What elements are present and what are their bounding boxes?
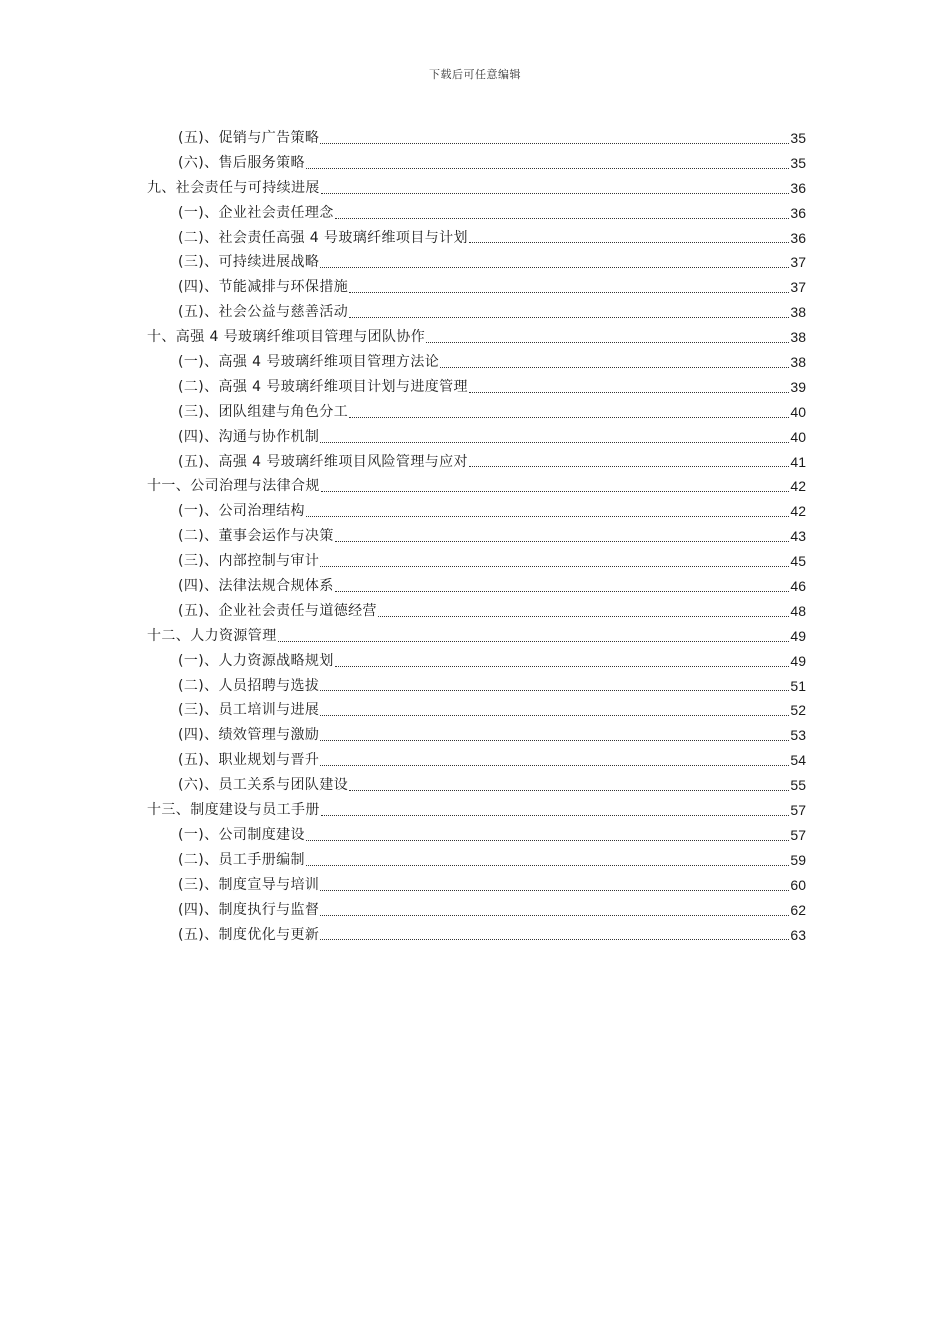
toc-dot-leader bbox=[378, 599, 789, 624]
toc-page-number: 54 bbox=[790, 752, 806, 769]
toc-page-number: 38 bbox=[790, 354, 806, 371]
toc-entry-title: (二)、董事会运作与决策 bbox=[178, 528, 334, 545]
toc-dot-leader bbox=[321, 176, 790, 201]
toc-dot-leader bbox=[306, 151, 789, 176]
toc-entry-title: (三)、团队组建与角色分工 bbox=[178, 403, 349, 420]
toc-page-number: 42 bbox=[790, 478, 806, 495]
toc-dot-leader bbox=[335, 574, 790, 599]
toc-section-entry[interactable] bbox=[147, 723, 806, 748]
toc-entry-title: 十一、公司治理与法律合规 bbox=[147, 478, 320, 495]
toc-section-entry[interactable] bbox=[147, 275, 806, 300]
header-note: 下载后可任意编辑 bbox=[429, 68, 521, 81]
toc-entry-title: (一)、公司治理结构 bbox=[178, 503, 305, 520]
toc-page-number: 43 bbox=[790, 528, 806, 545]
toc-entry-title: (四)、制度执行与监督 bbox=[178, 901, 320, 918]
toc-entry-title: (五)、制度优化与更新 bbox=[178, 926, 320, 943]
toc-entry-title: (五)、企业社会责任与道德经营 bbox=[178, 602, 377, 619]
toc-dot-leader bbox=[335, 524, 790, 549]
toc-section-entry[interactable] bbox=[147, 848, 806, 873]
toc-entry-title: (五)、职业规划与晋升 bbox=[178, 752, 320, 769]
toc-entry-title: (一)、高强 4 号玻璃纤维项目管理方法论 bbox=[178, 354, 440, 371]
toc-chapter-entry[interactable] bbox=[147, 325, 806, 350]
toc-dot-leader bbox=[440, 350, 789, 375]
toc-dot-leader bbox=[349, 275, 789, 300]
toc-dot-leader bbox=[278, 624, 790, 649]
toc-entry-title: (五)、促销与广告策略 bbox=[178, 130, 320, 146]
toc-entry-title: (二)、人员招聘与选拔 bbox=[178, 677, 320, 694]
toc-entry-title: (三)、可持续进展战略 bbox=[178, 254, 320, 271]
toc-entry-title: (二)、高强 4 号玻璃纤维项目计划与进度管理 bbox=[178, 378, 468, 395]
table-of-contents bbox=[147, 126, 806, 947]
toc-page-number: 35 bbox=[790, 130, 806, 146]
toc-dot-leader bbox=[335, 649, 790, 674]
toc-section-entry[interactable] bbox=[147, 151, 806, 176]
toc-chapter-entry[interactable] bbox=[147, 474, 806, 499]
toc-page-number: 38 bbox=[790, 304, 806, 321]
toc-entry-title: (四)、绩效管理与激励 bbox=[178, 727, 320, 744]
toc-entry-title: (五)、社会公益与慈善活动 bbox=[178, 304, 349, 321]
toc-dot-leader bbox=[320, 748, 789, 773]
toc-page-number: 48 bbox=[790, 602, 806, 619]
toc-chapter-entry[interactable] bbox=[147, 624, 806, 649]
toc-dot-leader bbox=[335, 201, 790, 226]
toc-entry-title: (二)、社会责任高强 4 号玻璃纤维项目与计划 bbox=[178, 229, 468, 246]
toc-section-entry[interactable] bbox=[147, 574, 806, 599]
toc-dot-leader bbox=[320, 898, 789, 923]
toc-dot-leader bbox=[320, 723, 789, 748]
toc-page-number: 55 bbox=[790, 777, 806, 794]
toc-section-entry[interactable] bbox=[147, 674, 806, 699]
toc-section-entry[interactable] bbox=[147, 226, 806, 251]
toc-entry-title: (一)、公司制度建设 bbox=[178, 826, 305, 843]
toc-entry-title: 十、高强 4 号玻璃纤维项目管理与团队协作 bbox=[147, 329, 426, 346]
toc-entry-title: (六)、售后服务策略 bbox=[178, 154, 305, 171]
toc-entry-title: (四)、节能减排与环保措施 bbox=[178, 279, 349, 296]
toc-page-number: 51 bbox=[790, 677, 806, 694]
toc-entry-title: (二)、员工手册编制 bbox=[178, 851, 305, 868]
toc-section-entry[interactable] bbox=[147, 649, 806, 674]
toc-section-entry[interactable] bbox=[147, 549, 806, 574]
toc-section-entry[interactable] bbox=[147, 350, 806, 375]
toc-dot-leader bbox=[426, 325, 789, 350]
toc-page-number: 45 bbox=[790, 553, 806, 570]
toc-dot-leader bbox=[321, 798, 790, 823]
toc-section-entry[interactable] bbox=[147, 599, 806, 624]
toc-page-number: 40 bbox=[790, 403, 806, 420]
toc-section-entry[interactable] bbox=[147, 898, 806, 923]
toc-page-number: 40 bbox=[790, 428, 806, 445]
toc-section-entry[interactable] bbox=[147, 748, 806, 773]
toc-dot-leader bbox=[306, 848, 789, 873]
toc-dot-leader bbox=[320, 126, 789, 151]
toc-dot-leader bbox=[469, 450, 789, 475]
toc-dot-leader bbox=[469, 375, 789, 400]
toc-page-number: 46 bbox=[790, 578, 806, 595]
toc-dot-leader bbox=[469, 226, 789, 251]
toc-chapter-entry[interactable] bbox=[147, 798, 806, 823]
toc-dot-leader bbox=[320, 549, 789, 574]
toc-entry-title: (四)、沟通与协作机制 bbox=[178, 428, 320, 445]
toc-page-number: 63 bbox=[790, 926, 806, 943]
toc-page-number: 57 bbox=[790, 826, 806, 843]
toc-dot-leader bbox=[349, 400, 789, 425]
toc-dot-leader bbox=[320, 698, 789, 723]
toc-entry-title: (五)、高强 4 号玻璃纤维项目风险管理与应对 bbox=[178, 453, 468, 470]
toc-dot-leader bbox=[321, 474, 790, 499]
toc-dot-leader bbox=[320, 873, 789, 898]
toc-dot-leader bbox=[349, 300, 789, 325]
toc-dot-leader bbox=[320, 674, 789, 699]
toc-page-number: 53 bbox=[790, 727, 806, 744]
toc-page-number: 49 bbox=[790, 627, 806, 644]
toc-chapter-entry[interactable] bbox=[147, 176, 806, 201]
toc-entry-title: (一)、企业社会责任理念 bbox=[178, 204, 334, 221]
toc-page-number: 37 bbox=[790, 254, 806, 271]
toc-entry-title: (一)、人力资源战略规划 bbox=[178, 652, 334, 669]
toc-page-number: 41 bbox=[790, 453, 806, 470]
toc-section-entry[interactable] bbox=[147, 400, 806, 425]
toc-section-entry[interactable] bbox=[147, 450, 806, 475]
toc-page-number: 36 bbox=[790, 204, 806, 221]
toc-entry-title: (四)、法律法规合规体系 bbox=[178, 578, 334, 595]
toc-section-entry[interactable] bbox=[147, 201, 806, 226]
toc-entry-title: 十二、人力资源管理 bbox=[147, 627, 277, 644]
toc-entry-title: (三)、制度宣导与培训 bbox=[178, 876, 320, 893]
toc-section-entry[interactable] bbox=[147, 126, 806, 151]
toc-entry-title: 九、社会责任与可持续进展 bbox=[147, 179, 320, 196]
toc-page-number: 59 bbox=[790, 851, 806, 868]
toc-page-number: 39 bbox=[790, 378, 806, 395]
toc-dot-leader bbox=[320, 250, 789, 275]
toc-entry-title: (三)、内部控制与审计 bbox=[178, 553, 320, 570]
toc-section-entry[interactable] bbox=[147, 873, 806, 898]
toc-page-number: 62 bbox=[790, 901, 806, 918]
toc-dot-leader bbox=[349, 773, 789, 798]
toc-page-number: 38 bbox=[790, 329, 806, 346]
toc-dot-leader bbox=[306, 499, 789, 524]
toc-section-entry[interactable] bbox=[147, 923, 806, 948]
toc-section-entry[interactable] bbox=[147, 425, 806, 450]
toc-entry-title: (三)、员工培训与进展 bbox=[178, 702, 320, 719]
toc-page-number: 37 bbox=[790, 279, 806, 296]
toc-section-entry[interactable] bbox=[147, 773, 806, 798]
toc-page-number: 60 bbox=[790, 876, 806, 893]
toc-section-entry[interactable] bbox=[147, 250, 806, 275]
toc-section-entry[interactable] bbox=[147, 499, 806, 524]
toc-page-number: 52 bbox=[790, 702, 806, 719]
toc-entry-title: (六)、员工关系与团队建设 bbox=[178, 777, 349, 794]
toc-page-number: 35 bbox=[790, 154, 806, 171]
toc-section-entry[interactable] bbox=[147, 524, 806, 549]
toc-page-number: 36 bbox=[790, 179, 806, 196]
toc-dot-leader bbox=[306, 823, 789, 848]
toc-section-entry[interactable] bbox=[147, 698, 806, 723]
toc-dot-leader bbox=[320, 923, 789, 948]
toc-section-entry[interactable] bbox=[147, 300, 806, 325]
toc-entry-title: 十三、制度建设与员工手册 bbox=[147, 802, 320, 819]
toc-section-entry[interactable] bbox=[147, 375, 806, 400]
toc-page-number: 42 bbox=[790, 503, 806, 520]
toc-dot-leader bbox=[320, 425, 789, 450]
toc-section-entry[interactable] bbox=[147, 823, 806, 848]
toc-page-number: 57 bbox=[790, 802, 806, 819]
toc-page-number: 49 bbox=[790, 652, 806, 669]
toc-page-number: 36 bbox=[790, 229, 806, 246]
